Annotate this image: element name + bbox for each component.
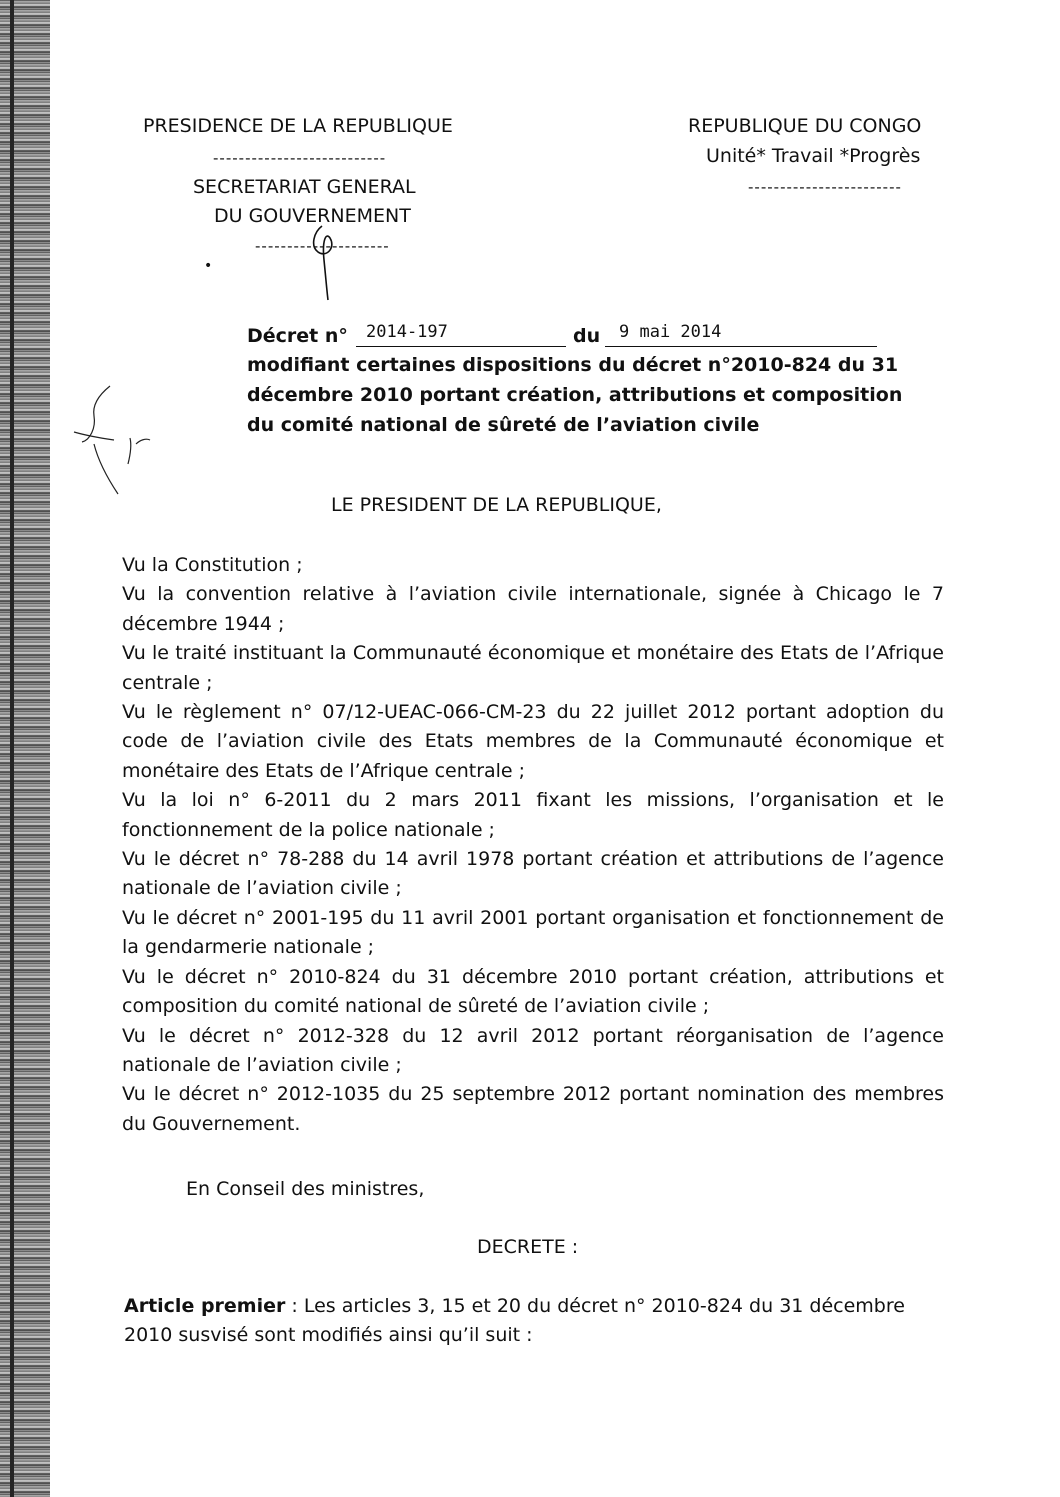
decree-label: Décret n°: [247, 325, 348, 347]
decree-number-underline: [356, 346, 566, 347]
republic-title: REPUBLIQUE DU CONGO: [688, 115, 922, 137]
header-left-separator-2: ---------------------: [255, 237, 390, 255]
visa-item: Vu la loi n° 6-2011 du 2 mars 2011 fixant les missions, l’organisation et le fonctionnement de la police nationale ;: [122, 789, 944, 841]
secretariat-line1: SECRETARIAT GENERAL: [193, 176, 416, 198]
handwritten-initial-mark: [300, 220, 360, 310]
decree-du-label: du: [573, 325, 601, 347]
visa-item: Vu le traité instituant la Communauté économique et monétaire des Etats de l’Afrique centrale ;: [122, 642, 944, 694]
visa-item: Vu le décret n° 2001-195 du 11 avril 2001 portant organisation et fonctionnement de la gendarmerie nationale ;: [122, 906, 944, 959]
decree-date-underline: [605, 346, 877, 347]
national-motto: Unité* Travail *Progrès: [706, 145, 921, 167]
decree-subject-line1: modifiant certaines dispositions du décret n°2010-824 du 31: [247, 354, 899, 376]
secretariat-line2: DU GOUVERNEMENT: [214, 205, 411, 227]
president-heading: LE PRESIDENT DE LA REPUBLIQUE,: [331, 494, 662, 516]
visa-item: Vu le règlement n° 07/12-UEAC-066-CM-23 du 22 juillet 2012 portant adoption du code de l’aviation civile des Etats membres de la Communauté économique et monétaire des Etats de l’Afrique centrale ;: [122, 701, 944, 782]
visa-item: Vu le décret n° 2012-328 du 12 avril 2012 portant réorganisation de l’agence nationale de l’aviation civile ;: [122, 1024, 944, 1076]
article-premier-text: : Les articles 3, 15 et 20 du décret n° 2010-824 du 31 décembre: [285, 1295, 905, 1317]
decree-subject-line2: décembre 2010 portant création, attributions et composition: [247, 384, 903, 406]
visa-item: Vu le décret n° 2012-1035 du 25 septembre 2012 portant nomination des membres du Gouvernement.: [122, 1083, 944, 1135]
decree-date: 9 mai 2014: [619, 322, 722, 342]
visa-item: Vu la Constitution ;: [122, 554, 303, 576]
scan-edge: [0, 0, 50, 1497]
decrete-heading: DECRETE :: [477, 1236, 579, 1258]
header-right-separator: ------------------------: [748, 178, 902, 196]
stray-dot: •: [204, 258, 213, 274]
visa-item: Vu la convention relative à l’aviation civile internationale, signée à Chicago le 7 décembre 1944 ;: [122, 583, 944, 635]
article-premier-label: Article premier: [124, 1295, 286, 1317]
header-left-separator: ---------------------------: [213, 149, 387, 167]
decree-subject-line3: du comité national de sûreté de l’aviation civile: [247, 414, 760, 436]
council-line: En Conseil des ministres,: [186, 1178, 425, 1200]
margin-handwritten-signature: [60, 380, 170, 510]
article-premier-line2: 2010 susvisé sont modifiés ainsi qu’il suit :: [124, 1324, 533, 1346]
presidency-title: PRESIDENCE DE LA REPUBLIQUE: [143, 115, 453, 137]
visa-item: Vu le décret n° 2010-824 du 31 décembre 2010 portant création, attributions et composition du comité national de sûreté de l’aviation civile ;: [122, 965, 944, 1018]
decree-number: 2014-197: [366, 322, 448, 342]
article-premier-line1: [124, 1295, 905, 1317]
visa-item: Vu le décret n° 78-288 du 14 avril 1978 portant création et attributions de l’agence nationale de l’aviation civile ;: [122, 848, 944, 900]
visas-block: [122, 551, 944, 1139]
